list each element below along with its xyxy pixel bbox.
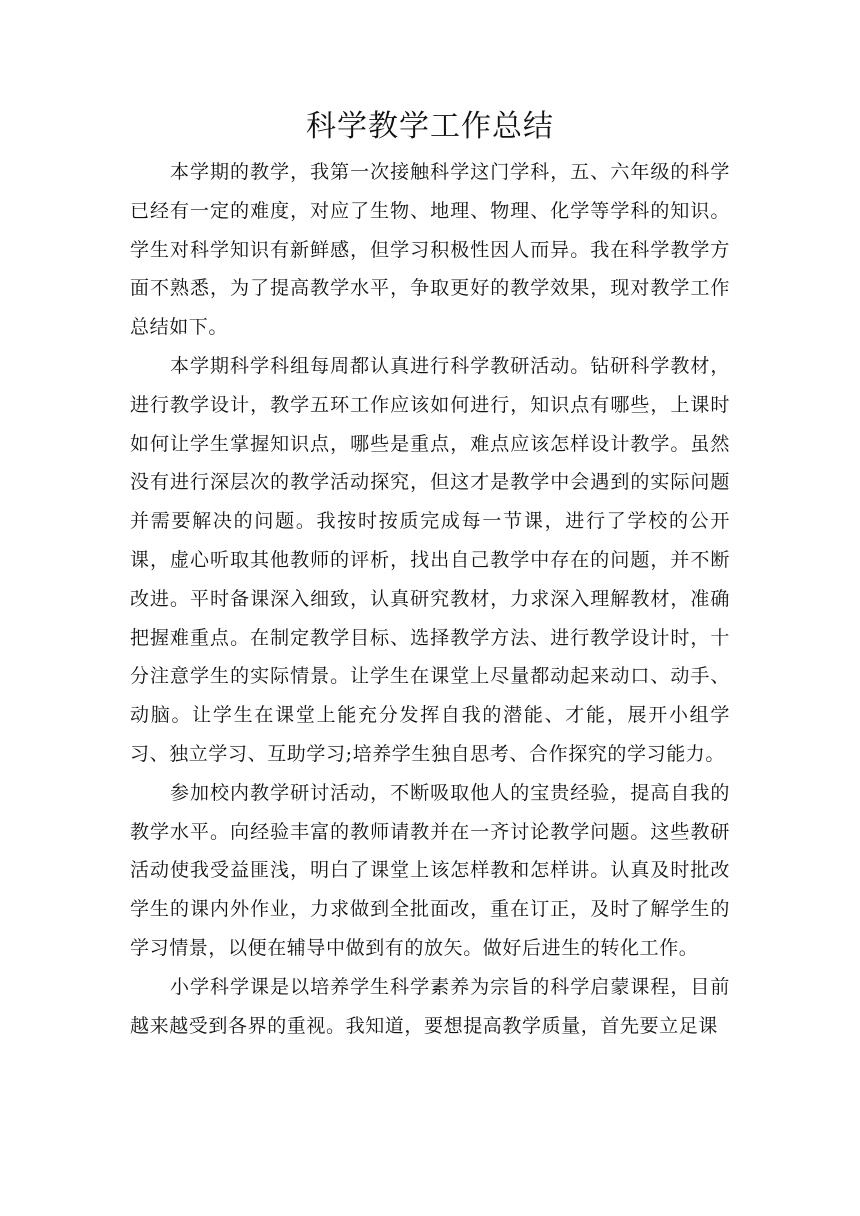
paragraph-science-course: 小学科学课是以培养学生科学素养为宗旨的科学启蒙课程，目前越来越受到各界的重视。我知道，要想提高教学质量，首先要立足课 xyxy=(130,975,730,1037)
document-title: 科学教学工作总结 xyxy=(306,109,554,144)
document-body xyxy=(130,153,730,1045)
paragraph-teaching-research: 本学期科学科组每周都认真进行科学教研活动。钻研科学教材，进行教学设计，教学五环工作应该如何进行，知识点有哪些，上课时如何让学生掌握知识点，哪些是重点，难点应该怎样设计教学。虽然没有进行深层次的教学活动探究，但这才是教学中会遇到的实际问题并需要解决的问题。我按时按质完成每一节课，进行了学校的公开课，虚心听取其他教师的评析，找出自己教学中存在的问题，并不断改进。平时备课深入细致，认真研究教材，力求深入理解教材，准确把握难重点。在制定教学目标、选择教学方法、进行教学设计时，十分注意学生的实际情景。让学生在课堂上尽量都动起来动口、动手、动脑。让学生在课堂上能充分发挥自我的潜能、才能，展开小组学习、独立学习、互助学习;培养学生独自思考、合作探究的学习能力。 xyxy=(130,354,730,765)
paragraph-school-activities: 参加校内教学研讨活动，不断吸取他人的宝贵经验，提高自我的教学水平。向经验丰富的教师请教并在一齐讨论教学问题。这些教研活动使我受益匪浅，明白了课堂上该怎样教和怎样讲。认真及时批改学生的课内外作业，力求做到全批面改，重在订正，及时了解学生的学习情景，以便在辅导中做到有的放矢。做好后进生的转化工作。 xyxy=(130,781,730,959)
paragraph-intro: 本学期的教学，我第一次接触科学这门学科，五、六年级的科学已经有一定的难度，对应了生物、地理、物理、化学等学科的知识。学生对科学知识有新鲜感，但学习积极性因人而异。我在科学教学方面不熟悉，为了提高教学水平，争取更好的教学效果，现对教学工作总结如下。 xyxy=(130,161,730,339)
